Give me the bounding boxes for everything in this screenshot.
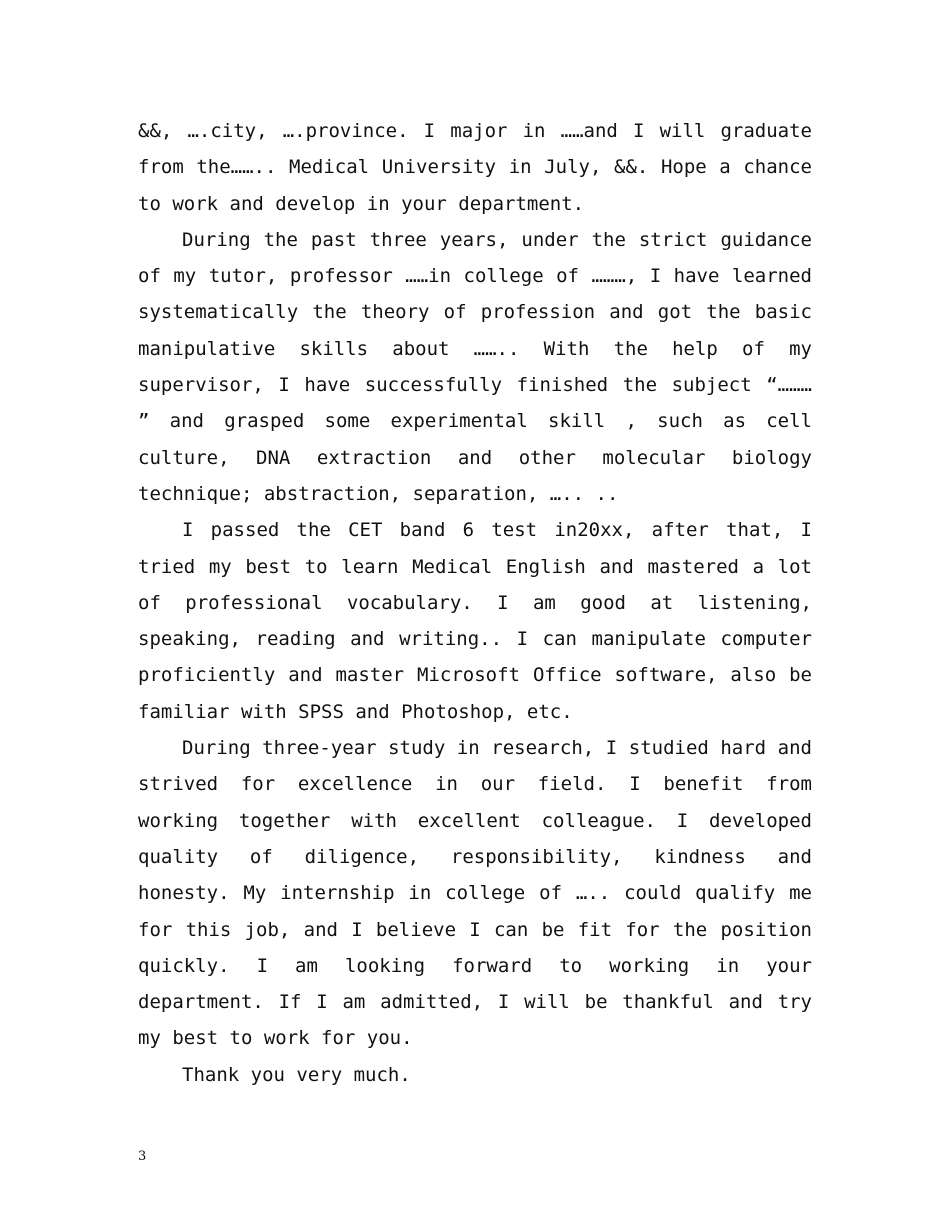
paragraph-intro: &&, ….city, ….province. I major in ……and I will graduate from the…….. Medical University in July, &&. Hope a chance to work and develop in your department. — [138, 120, 812, 215]
paragraph-personal-qualities: During three-year study in research, I studied hard and strived for excellence in our field. I benefit from working together with excellent colleague. I developed quality of diligence, responsibility, kindness and honesty. My internship in college of ….. could qualify me for this job, and I believe I can be fit for the position quickly. I am looking forward to working in your department. If I am admitted, I will be thankful and try my best to work for you. — [138, 737, 812, 1050]
page-number: 3 — [138, 1149, 147, 1164]
paragraph-research-experience: During the past three years, under the strict guidance of my tutor, professor ……in college of ………, I have learned systematically the theory of profession and got the basic manipulative skills about …….. With the help of my supervisor, I have successfully finished the subject “……… ” and grasped some experimental skill , such as cell culture, DNA extraction and other molecular biology technique; abstraction, separation, ….. .. — [138, 228, 812, 505]
paragraph-language-skills: I passed the CET band 6 test in20xx, after that, I tried my best to learn Medical English and mastered a lot of professional vocabulary. I am good at listening, speaking, reading and writing.. I can manipulate computer proficiently and master Microsoft Office software, also be familiar with SPSS and Photoshop, etc. — [138, 519, 812, 723]
letter-body — [138, 113, 812, 1093]
paragraph-closing: Thank you very much. — [182, 1063, 411, 1086]
